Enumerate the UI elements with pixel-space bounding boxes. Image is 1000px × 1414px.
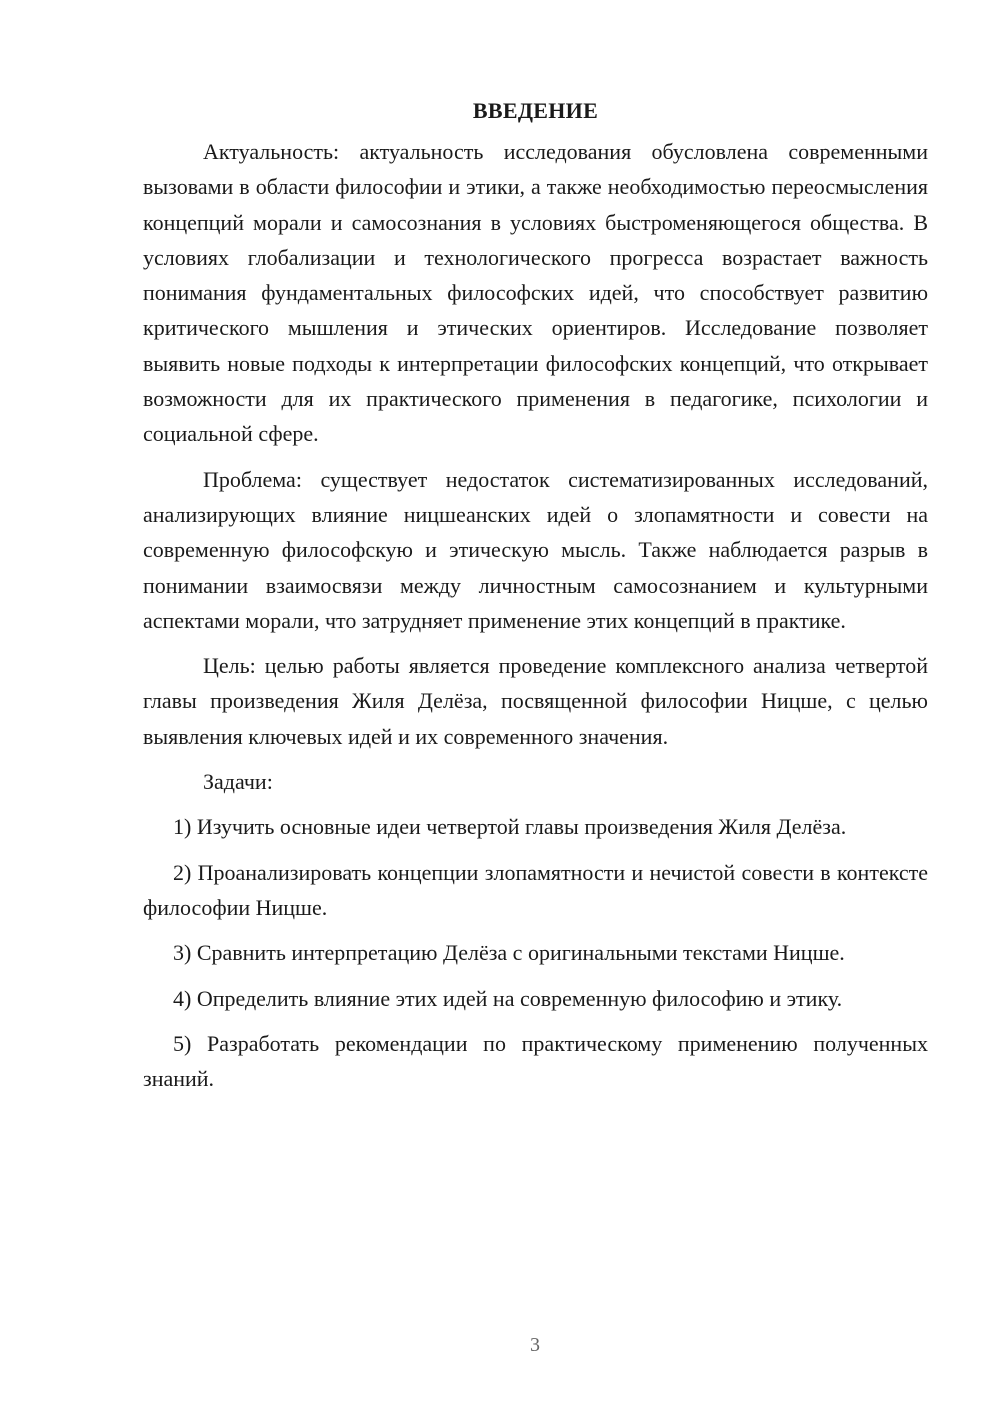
paragraph-relevance: Актуальность: актуальность исследования обусловлена современными вызовами в области философии и этики, а также необходимостью переосмысления концепций морали и самосознания в условиях быстроменяющегося общества. В условиях глобализации и технологического прогресса возрастает важность понимания фундаментальных философских идей, что способствует развитию критического мышления и этических ориентиров. Исследование позволяет выявить новые подходы к интерпретации философских концепций, что открывает возможности для их практического применения в педагогике, психологии и социальной сфере. xyxy=(143,139,928,447)
tasks-title: Задачи: xyxy=(203,769,273,795)
task-item-1: 1) Изучить основные идеи четвертой главы произведения Жиля Делёза. xyxy=(173,814,847,840)
task-item-4: 4) Определить влияние этих идей на современную философию и этику. xyxy=(173,985,843,1011)
paragraph-goal: Цель: целью работы является проведение комплексного анализа четвертой главы произведения Жиля Делёза, посвященной философии Ницше, с целью выявления ключевых идей и их современного значения. xyxy=(143,653,928,749)
task-item-2: 2) Проанализировать концепции злопамятности и нечистой совести в контексте философии Ницше. xyxy=(143,859,928,920)
section-heading: ВВЕДЕНИЕ xyxy=(472,98,599,123)
task-item-3: 3) Сравнить интерпретацию Делёза с оригинальными текстами Ницше. xyxy=(173,940,845,966)
task-list xyxy=(143,809,928,1096)
task-item-5: 5) Разработать рекомендации по практическому применению полученных знаний. xyxy=(143,1030,928,1092)
page-number: 3 xyxy=(530,1334,540,1356)
page-body xyxy=(143,93,928,1096)
paragraph-problem: Проблема: существует недостаток систематизированных исследований, анализирующих влияние ницшеанских идей о злопамятности и совести на современную философскую и этическую мысль. Также наблюдается разрыв в понимании взаимосвязи между личностным самосознанием и культурными аспектами морали, что затрудняет применение этих концепций в практике. xyxy=(143,466,928,633)
